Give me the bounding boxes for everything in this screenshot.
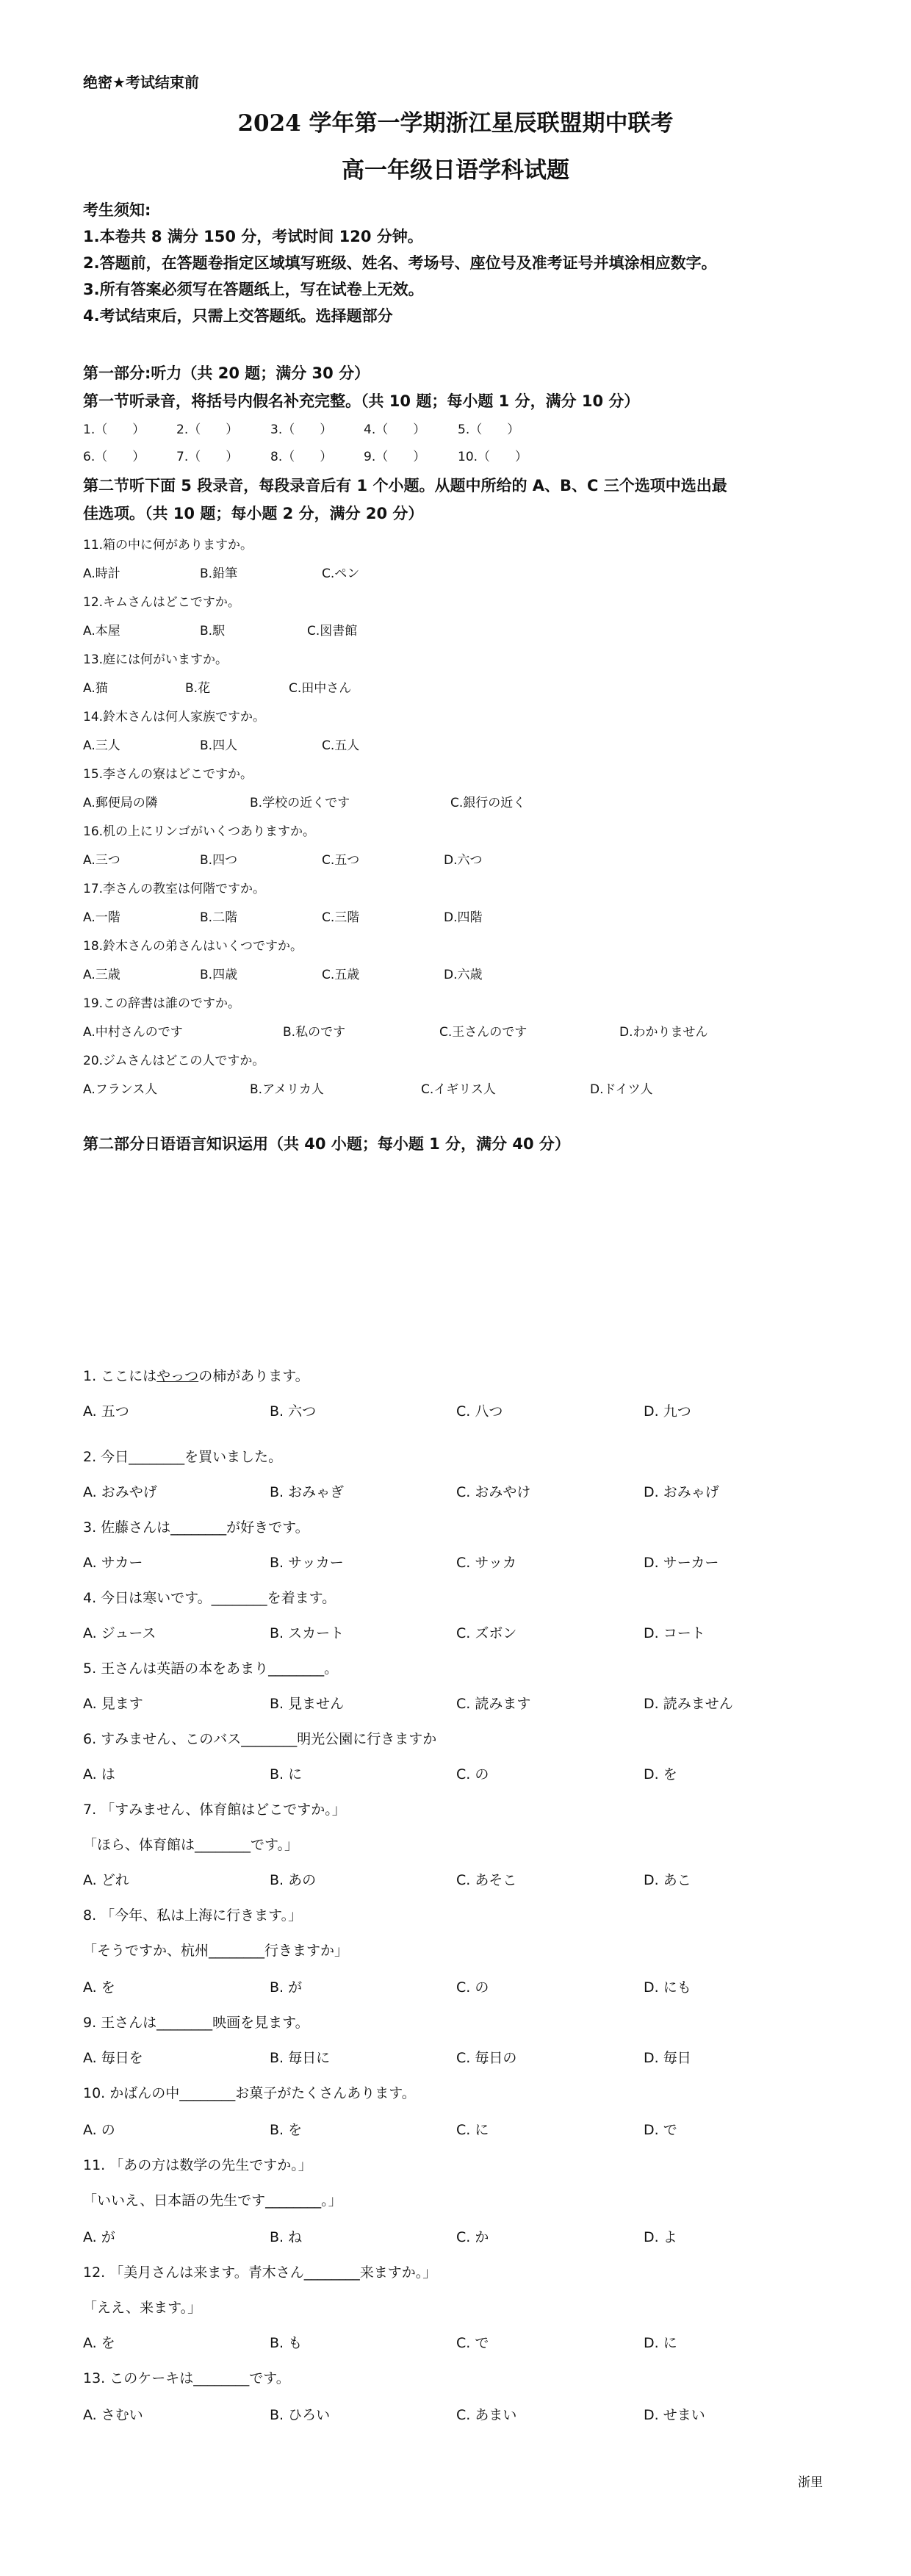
answer-option: A. 五つ [83,1403,129,1420]
answer-option: A.中村さんのです [83,1025,183,1040]
answer-option: B. も [270,2335,303,2351]
question-text: 13. このケーキは________です。 [83,2370,290,2386]
answer-option: C. に [456,2122,489,2138]
answer-option: D.六つ [444,853,483,868]
answer-option: B. 六つ [270,1403,317,1420]
answer-option: C.銀行の近く [450,796,526,810]
answer-option: A. さむい [83,2407,143,2423]
answer-option: A.三つ [83,853,120,868]
part1-section2-title: 第二节听下面 5 段录音，每段录音后有 1 个小题。从题中所给的 A、B、C 三个选项中选出最 [83,477,727,494]
answer-option: A. 見ます [83,1696,143,1712]
answer-option: C. 八つ [456,1403,503,1420]
question-text: 10. かばんの中________お菓子がたくさんあります。 [83,2085,416,2101]
answer-option: B.四歳 [200,968,238,982]
answer-option: C. サッカ [456,1555,516,1571]
answer-option: A. どれ [83,1872,129,1888]
answer-option: D. コート [644,1625,705,1641]
answer-option: C.五歳 [322,968,360,982]
question-text: 2. 今日________を買いました。 [83,1449,283,1465]
question-text [83,1365,309,1385]
question-suffix: の柿があります。 [198,1368,309,1384]
answer-option: A.一階 [83,910,120,925]
question-text: 19.この辞書は誰のですか。 [83,996,241,1011]
answer-option: A.郵便局の隣 [83,796,158,810]
answer-option: D. サーカー [644,1555,719,1571]
answer-option: B.アメリカ人 [250,1082,324,1097]
answer-option: C.ペン [322,566,360,581]
answer-option: B.私のです [283,1025,346,1040]
answer-option: A.本屋 [83,624,120,638]
question-text: 13.庭には何がいますか。 [83,652,228,667]
question-text: 11.箱の中に何がありますか。 [83,538,253,553]
answer-option: C. ズボン [456,1625,517,1641]
answer-option: A. ジュース [83,1625,156,1641]
answer-option: D. 九つ [644,1403,691,1420]
answer-option: D. 読みません [644,1696,733,1712]
fill-in-item: 7.（ ） [176,450,239,464]
answer-option: B.駅 [200,624,226,638]
answer-option: D. おみゃげ [644,1484,719,1500]
answer-option: C.イギリス人 [421,1082,496,1097]
answer-option: A. おみやげ [83,1484,157,1500]
question-text: 7. 「すみません、体育館はどこですか。」 [83,1802,346,1818]
fill-in-row [0,419,911,436]
answer-option: D. せまい [644,2407,705,2423]
question-text: 4. 今日は寒いです。________を着ます。 [83,1590,336,1606]
fill-in-item: 1.（ ） [83,422,145,437]
fill-in-row [0,446,911,464]
confidential-label: 绝密★考试结束前 [83,73,199,91]
answer-option: D. よ [644,2229,677,2245]
fill-in-item: 2.（ ） [176,422,239,437]
answer-option: C. あまい [456,2407,517,2423]
answer-option: C. あそこ [456,1872,517,1888]
question-text: 3. 佐藤さんは________が好きです。 [83,1519,309,1536]
part1-section1-title: 第一节听录音，将括号内假名补充完整。（共 10 题；每小题 1 分，满分 10 分） [83,392,640,410]
notice-item: 1.本卷共 8 满分 150 分，考试时间 120 分钟。 [83,228,423,245]
answer-option: D. にも [644,1979,691,1996]
notice-heading: 考生须知: [83,201,151,219]
answer-option: D. に [644,2335,677,2351]
answer-option: C.王さんのです [439,1025,527,1040]
answer-option: B. おみゃぎ [270,1484,345,1500]
question-text: 15.李さんの寮はどこですか。 [83,767,253,782]
part1-title: 第一部分:听力（共 20 题；满分 30 分） [83,364,370,382]
answer-option: A. の [83,2122,115,2138]
notice-item: 4.考试结束后，只需上交答题纸。选择题部分 [83,307,393,325]
answer-option: B. に [270,1766,303,1782]
answer-option: B. ね [270,2229,303,2245]
answer-option: C. で [456,2335,489,2351]
answer-option: C.五人 [322,738,360,753]
answer-option: A.フランス人 [83,1082,158,1097]
answer-option: D. で [644,2122,677,2138]
exam-subtitle: 高一年级日语学科试题 [342,157,569,184]
fill-in-item: 3.（ ） [270,422,333,437]
answer-option: C.田中さん [289,681,352,696]
fill-in-item: 8.（ ） [270,450,333,464]
answer-option: B.四人 [200,738,238,753]
question-text: 「いいえ、日本語の先生です________。」 [83,2192,342,2209]
question-text: 6. すみません、このバス________明光公園に行きますか [83,1731,437,1747]
answer-option: C. の [456,1766,489,1782]
question-text: 16.机の上にリンゴがいくつありますか。 [83,824,316,839]
answer-option: A. 毎日を [83,2050,143,2066]
answer-option: A. を [83,2335,115,2351]
fill-in-item: 6.（ ） [83,450,145,464]
answer-option: D. 毎日 [644,2050,691,2066]
footer-mark: 浙里 [798,2475,823,2490]
answer-option: B. あの [270,1872,317,1888]
question-text: 12.キムさんはどこですか。 [83,595,240,610]
question-text: 18.鈴木さんの弟さんはいくつですか。 [83,939,303,954]
answer-option: B.花 [185,681,211,696]
answer-option: C.三階 [322,910,360,925]
answer-option: B. が [270,1979,303,1996]
answer-option: B. サッカー [270,1555,344,1571]
answer-option: B. 毎日に [270,2050,331,2066]
answer-option: D.ドイツ人 [590,1082,653,1097]
answer-option: C. おみやけ [456,1484,531,1500]
answer-option: B. ひろい [270,2407,331,2423]
answer-option: A.三歳 [83,968,120,982]
fill-in-item: 10.（ ） [458,450,528,464]
answer-option: A. サカー [83,1555,143,1571]
question-text: 8. 「今年、私は上海に行きます。」 [83,1907,303,1924]
answer-option: A.時計 [83,566,120,581]
answer-option: A.三人 [83,738,120,753]
answer-option: C. 毎日の [456,2050,517,2066]
answer-option: D.六歳 [444,968,483,982]
answer-option: B.学校の近くです [250,796,350,810]
answer-option: B.二階 [200,910,238,925]
answer-option: D.わかりません [619,1025,708,1040]
question-text: 20.ジムさんはどこの人ですか。 [83,1054,265,1068]
answer-option: C. か [456,2229,489,2245]
fill-in-item: 5.（ ） [458,422,520,437]
question-text: 11. 「あの方は数学の先生ですか。」 [83,2157,312,2173]
question-text: 14.鈴木さんは何人家族ですか。 [83,710,266,724]
question-prefix: 1. ここには [83,1368,157,1384]
answer-option: B. を [270,2122,303,2138]
underlined-word: やっつ [156,1368,199,1384]
question-text: 17.李さんの教室は何階ですか。 [83,882,266,896]
answer-option: B.四つ [200,853,238,868]
question-text: 5. 王さんは英語の本をあまり________。 [83,1661,339,1677]
question-text: 「ほら、体育館は________です。」 [83,1837,298,1853]
exam-title: 2024 学年第一学期浙江星辰联盟期中联考 [237,110,674,137]
notice-item: 2.答题前，在答题卷指定区域填写班级、姓名、考场号、座位号及准考证号并填涂相应数字。 [83,254,717,272]
answer-option: A.猫 [83,681,108,696]
answer-option: B. スカート [270,1625,345,1641]
answer-option: B.鉛筆 [200,566,238,581]
part1-section2-title-cont: 佳选项。（共 10 题；每小题 2 分，满分 20 分） [83,505,424,522]
question-text: 「ええ、来ます。」 [83,2300,202,2316]
notice-item: 3.所有答案必须写在答题纸上，写在试卷上无效。 [83,281,424,298]
question-text: 9. 王さんは________映画を見ます。 [83,2015,309,2031]
answer-option: A. が [83,2229,115,2245]
fill-in-item: 9.（ ） [364,450,426,464]
answer-option: C.五つ [322,853,360,868]
question-text: 12. 「美月さんは来ます。青木さん________来ますか。」 [83,2264,437,2281]
answer-option: D. を [644,1766,677,1782]
answer-option: A. は [83,1766,115,1782]
answer-option: D. あこ [644,1872,691,1888]
answer-option: C. の [456,1979,489,1996]
answer-option: C. 読みます [456,1696,531,1712]
answer-option: D.四階 [444,910,483,925]
question-text: 「そうですか、杭州________行きますか」 [83,1943,349,1959]
answer-option: B. 見ません [270,1696,345,1712]
answer-option: A. を [83,1979,115,1996]
fill-in-item: 4.（ ） [364,422,426,437]
part2-title: 第二部分日语语言知识运用（共 40 小题；每小题 1 分，满分 40 分） [83,1135,570,1153]
answer-option: C.図書館 [307,624,358,638]
